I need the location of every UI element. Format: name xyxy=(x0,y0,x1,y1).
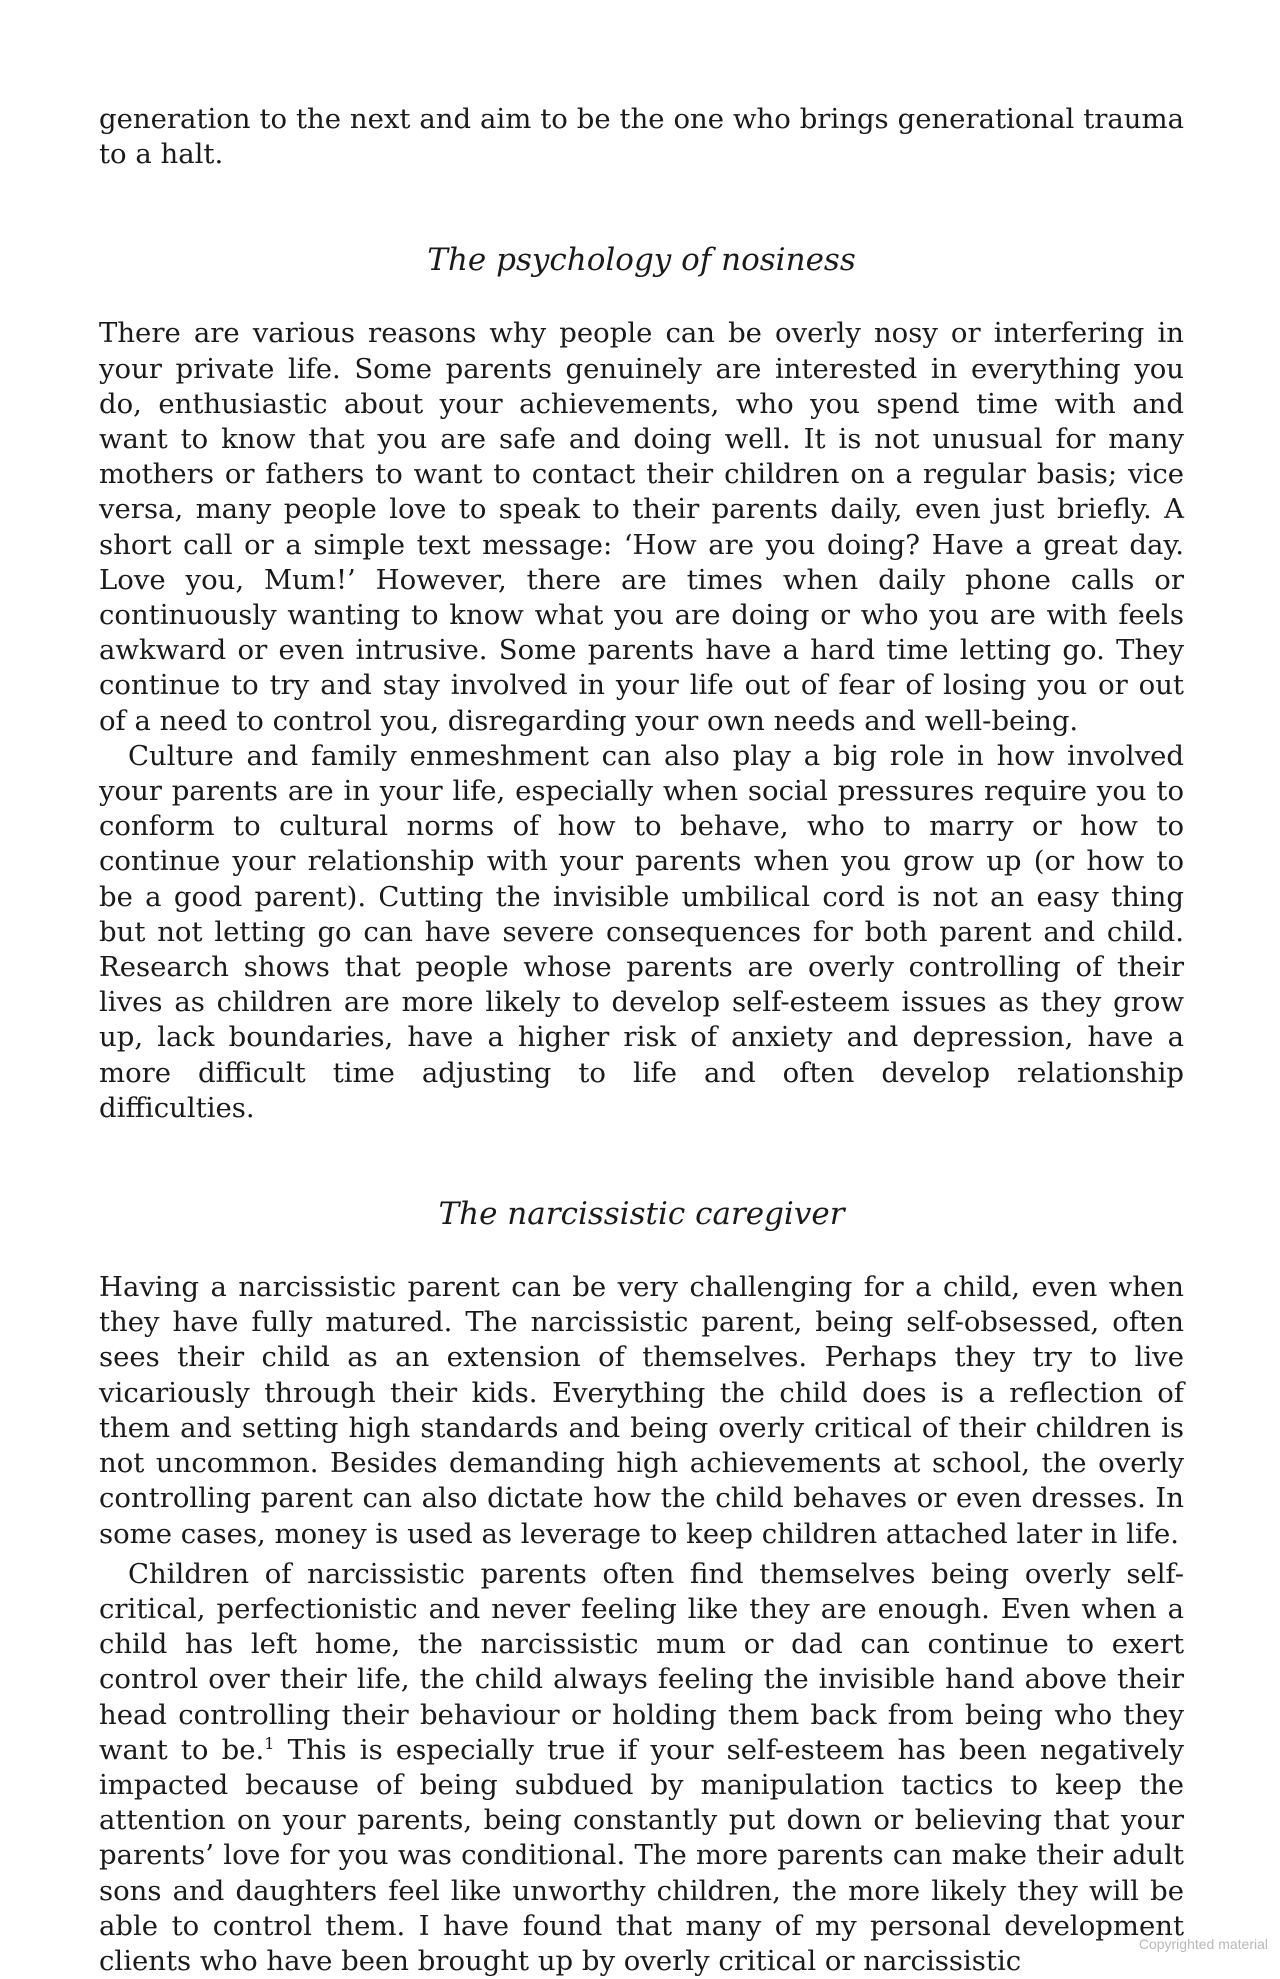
book-page xyxy=(99,102,1184,1979)
copyright-watermark: Copyrighted material xyxy=(1138,1936,1268,1952)
footnote-marker[interactable]: 1 xyxy=(264,1733,275,1753)
intro-paragraph: generation to the next and aim to be the one who brings generational trauma to a halt. xyxy=(99,103,1184,171)
body-paragraph: Having a narcissistic parent can be very challenging for a child, even when they have fully matured. The narcissistic parent, being self-obsessed, often sees their child as an extension of themselves. Perhaps they try to live vicariously through their kids. Everything the child does is a reflection of them and setting high standards and being overly critical of their children is not uncommon. Besides demanding high achievements at school, the overly controlling parent can also dictate how the child behaves or even dresses. In some cases, money is used as leverage to keep children attached later in life. xyxy=(99,1271,1184,1550)
body-paragraph: Culture and family enmeshment can also play a big role in how involved your parents are in your life, especially when social pressures require you to conform to cultural norms of how to behave, who to marry or how to continue your relationship with your parents when you grow up (or how to be a good parent). Cutting the invisible umbilical cord is not an easy thing but not letting go can have severe consequences for both parent and child. Research shows that people whose parents are overly controlling of their lives as children are more likely to develop self-esteem issues as they grow up, lack boundaries, have a higher risk of anxiety and depression, have a more difficult time adjusting to life and often develop relationship difficulties. xyxy=(99,739,1184,1124)
paragraph-text: Children of narcissistic parents often find themselves being overly self-critical, perfectionistic and never feeling like they are enough. Even when a child has left home, the narcissistic mum or dad can continue to exert control over their life, the child always feeling the invisible hand above their head controlling their behaviour or holding them back from being who they want to be. xyxy=(99,1557,1184,1766)
body-paragraph-with-footnote xyxy=(99,1557,1184,1979)
section-heading-narcissistic-caregiver: The narcissistic caregiver xyxy=(438,1196,845,1233)
body-paragraph: There are various reasons why people can be overly nosy or interfering in your private life. Some parents genuinely are interested in everything you do, enthusiastic about your achievements, who you spend time with and want to know that you are safe and doing well. It is not unusual for many mothers or fathers to want to contact their children on a regular basis; vice versa, many people love to speak to their parents daily, even just briefly. A short call or a simple text message: ‘How are you doing? Have a great day. Love you, Mum!’ However, there are times when daily phone calls or continuously wanting to know what you are doing or who you are with feels awkward or even intrusive. Some parents have a hard time letting go. They continue to try and stay involved in your life out of fear of losing you or out of a need to control you, disregarding your own needs and well-being. xyxy=(99,317,1184,737)
paragraph-text: This is especially true if your self-esteem has been negatively impacted because of being subdued by manipulation tactics to keep the attention on your parents, being constantly put down or believing that your parents’ love for you was conditional. The more parents can make their adult sons and daughters feel like unworthy children, the more likely they will be able to control them. I have found that many of my personal development clients who have been brought up by overly critical or narcissistic xyxy=(99,1733,1184,1977)
section-heading-psychology-of-nosiness: The psychology of nosiness xyxy=(427,242,856,279)
